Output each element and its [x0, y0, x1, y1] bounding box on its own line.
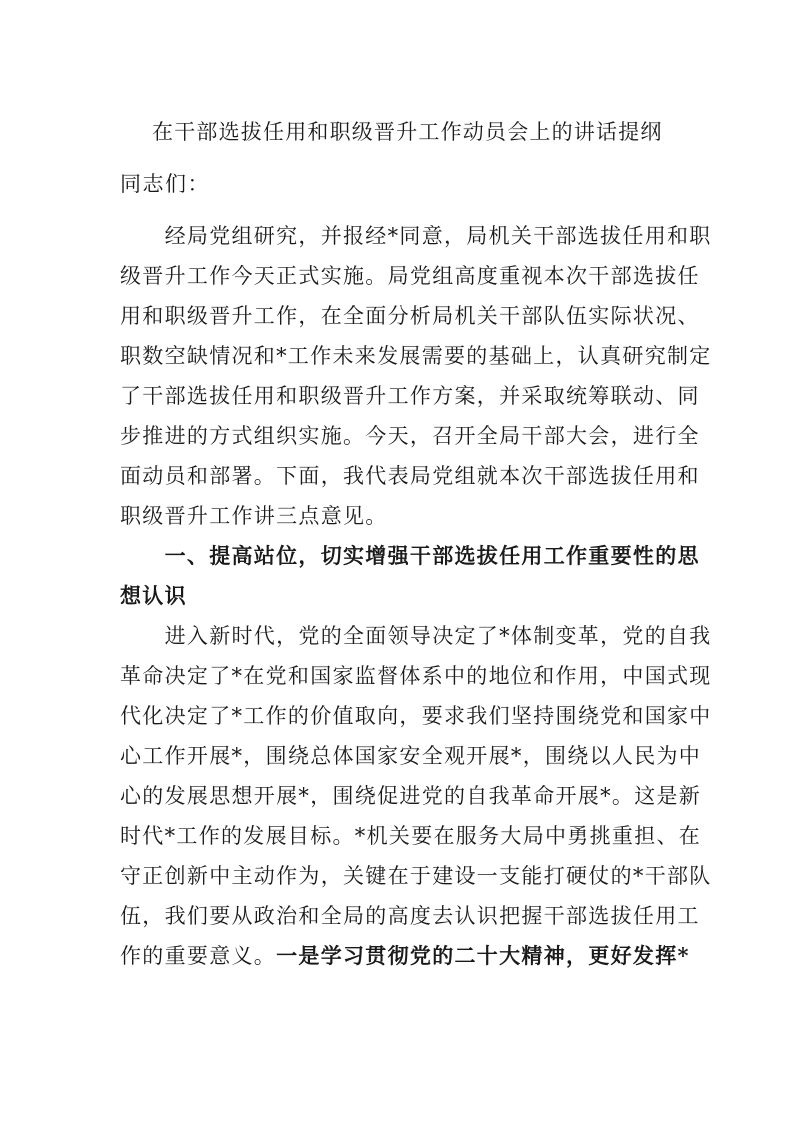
salutation: 同志们：: [120, 172, 210, 196]
paragraph-line: 代化决定了*工作的价值取向，要求我们坚持围绕党和国家中: [120, 704, 712, 728]
paragraph-line: 心的发展思想开展*，围绕促进党的自我革命开展*。这是新: [120, 784, 702, 808]
paragraph-line: 守正创新中主动作为，关键在于建设一支能打硬仗的*干部队: [120, 864, 712, 888]
paragraph-line: 革命决定了*在党和国家监督体系中的地位和作用，中国式现: [120, 664, 712, 688]
paragraph-line: 职级晋升工作讲三点意见。: [120, 504, 388, 528]
emphasis-text: 一是学习贯彻党的二十大精神，更好发挥*: [276, 943, 690, 968]
paragraph-text: 作的重要意义。: [120, 944, 277, 968]
paragraph-line: 伍，我们要从政治和全局的高度去认识把握干部选拔任用工: [120, 904, 700, 928]
paragraph-line: 进入新时代，党的全面领导决定了*体制变革，党的自我: [120, 624, 712, 648]
paragraph-line: 经局党组研究，并报经*同意，局机关干部选拔任用和职: [120, 224, 712, 248]
paragraph-line: 面动员和部署。下面，我代表局党组就本次干部选拔任用和: [120, 464, 700, 488]
paragraph-line: 职数空缺情况和*工作未来发展需要的基础上，认真研究制定: [120, 344, 712, 368]
paragraph-line: 时代*工作的发展目标。*机关要在服务大局中勇挑重担、在: [120, 824, 702, 848]
paragraph-line: 用和职级晋升工作，在全面分析局机关干部队伍实际状况、: [120, 304, 700, 328]
section-heading-line: 想认识: [120, 583, 187, 608]
paragraph-line: 级晋升工作今天正式实施。局党组高度重视本次干部选拔任: [120, 264, 700, 288]
speech-title: 在干部选拔任用和职级晋升工作动员会上的讲话提纲: [152, 120, 663, 144]
paragraph-line-mixed: [120, 942, 690, 970]
paragraph-line: 步推进的方式组织实施。今天，召开全局干部大会，进行全: [120, 424, 700, 448]
section-heading-line: 一、提高站位，切实增强干部选拔任用工作重要性的思: [120, 543, 700, 568]
paragraph-line: 心工作开展*，围绕总体国家安全观开展*，围绕以人民为中: [120, 744, 702, 768]
paragraph-line: 了干部选拔任用和职级晋升工作方案，并采取统筹联动、同: [120, 384, 700, 408]
